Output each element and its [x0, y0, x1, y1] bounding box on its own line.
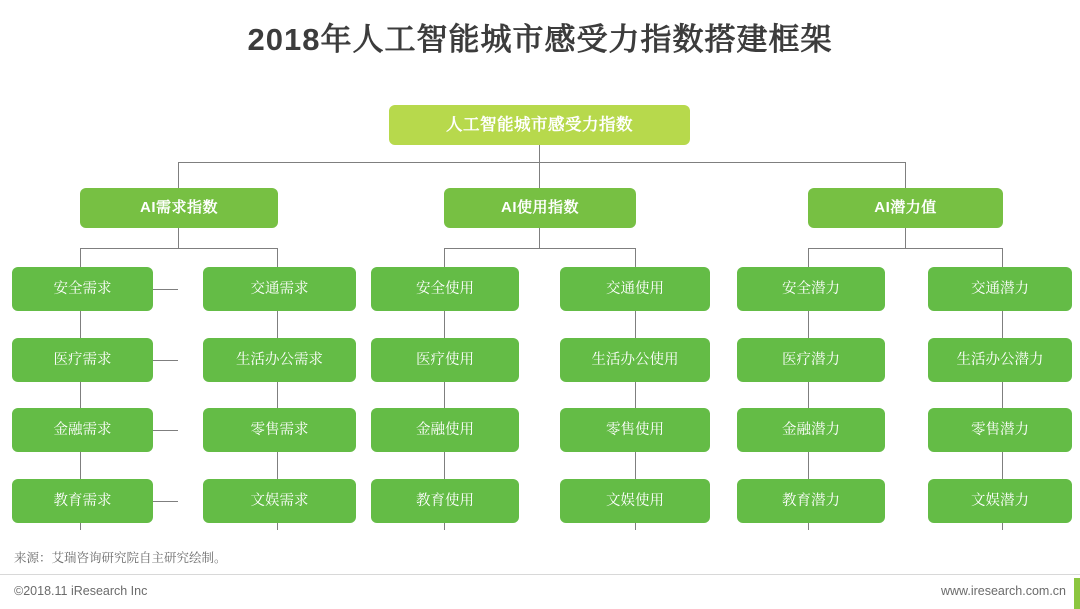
diagram-root-label: 人工智能城市感受力指数	[446, 115, 633, 134]
diagram-branch-node-2[interactable]	[444, 188, 636, 228]
diagram-leaf-node[interactable]	[737, 408, 885, 452]
diagram-leaf-node[interactable]	[560, 267, 710, 311]
diagram-leaf-node[interactable]	[928, 408, 1072, 452]
connector-branch2-stem	[539, 228, 540, 248]
connector-branch-bus	[178, 162, 906, 163]
diagram-leaf-node[interactable]	[371, 338, 519, 382]
diagram-leaf-label: 生活办公使用	[591, 351, 679, 368]
diagram-leaf-node[interactable]	[371, 408, 519, 452]
diagram-leaf-label: 交通使用	[606, 280, 664, 297]
diagram-branch-label: AI使用指数	[500, 199, 579, 217]
diagram-leaf-label: 文娱使用	[606, 492, 664, 509]
diagram-branch-label: AI需求指数	[139, 199, 218, 217]
diagram-leaf-label: 零售需求	[250, 421, 309, 438]
connector-branch3-stem	[905, 228, 906, 248]
diagram-leaf-node[interactable]	[203, 408, 356, 452]
diagram-leaf-node[interactable]	[560, 479, 710, 523]
diagram-leaf-node[interactable]	[203, 479, 356, 523]
diagram-leaf-label: 安全需求	[53, 280, 112, 297]
diagram-root-node[interactable]	[389, 105, 690, 145]
diagram-leaf-node[interactable]	[203, 338, 356, 382]
copyright-text: ©2018.11 iResearch Inc	[14, 584, 148, 598]
diagram-leaf-label: 医疗潜力	[782, 351, 840, 368]
source-note: 来源：艾瑞咨询研究院自主研究绘制。	[14, 551, 227, 565]
diagram-leaf-label: 文娱需求	[250, 492, 309, 509]
diagram-leaf-node[interactable]	[12, 267, 153, 311]
footer-accent-bar	[1074, 578, 1080, 609]
diagram-leaf-label: 教育使用	[416, 492, 474, 509]
footer-divider	[0, 574, 1080, 575]
diagram-leaf-node[interactable]	[928, 338, 1072, 382]
connector-branch2-bus	[444, 248, 635, 249]
connector-branch-drop-2	[539, 162, 540, 188]
diagram-leaf-label: 零售使用	[606, 421, 664, 438]
page-title: 2018年人工智能城市感受力指数搭建框架	[247, 22, 833, 57]
diagram-leaf-node[interactable]	[12, 408, 153, 452]
diagram-leaf-label: 教育需求	[53, 492, 112, 509]
connector-branch-drop-3	[905, 162, 906, 188]
diagram-leaf-node[interactable]	[737, 479, 885, 523]
diagram-leaf-label: 文娱潜力	[971, 492, 1029, 509]
diagram-leaf-label: 金融潜力	[782, 421, 840, 438]
diagram-leaf-label: 交通需求	[250, 280, 309, 297]
diagram-leaf-node[interactable]	[371, 479, 519, 523]
diagram-leaf-label: 金融需求	[53, 421, 112, 438]
diagram-leaf-node[interactable]	[560, 408, 710, 452]
diagram-leaf-label: 安全使用	[416, 280, 474, 297]
diagram-canvas	[0, 80, 1080, 540]
website-text: www.iresearch.com.cn	[940, 584, 1066, 598]
diagram-leaf-label: 医疗需求	[53, 351, 112, 368]
connector-branch-drop-1	[178, 162, 179, 188]
diagram-leaf-label: 教育潜力	[782, 492, 840, 509]
diagram-leaf-label: 生活办公潜力	[956, 351, 1044, 368]
diagram-leaf-node[interactable]	[560, 338, 710, 382]
diagram-leaf-label: 安全潜力	[782, 280, 840, 297]
connector-branch1-bus	[80, 248, 277, 249]
diagram-leaf-label: 医疗使用	[416, 351, 474, 368]
diagram-leaf-node[interactable]	[12, 479, 153, 523]
connector-row-stub	[153, 501, 178, 502]
diagram-leaf-label: 交通潜力	[971, 280, 1029, 297]
diagram-leaf-label: 金融使用	[416, 421, 474, 438]
diagram-branch-node-1[interactable]	[80, 188, 278, 228]
diagram-leaf-label: 生活办公需求	[236, 351, 323, 368]
diagram-leaf-node[interactable]	[203, 267, 356, 311]
connector-branch1-stem	[178, 228, 179, 248]
diagram-leaf-node[interactable]	[371, 267, 519, 311]
connector-row-stub	[153, 360, 178, 361]
diagram-leaf-node[interactable]	[928, 479, 1072, 523]
connector-root-stem	[539, 145, 540, 162]
diagram-leaf-label: 零售潜力	[971, 421, 1029, 438]
diagram-leaf-node[interactable]	[928, 267, 1072, 311]
connector-row-stub	[153, 430, 178, 431]
diagram-leaf-node[interactable]	[12, 338, 153, 382]
diagram-branch-node-3[interactable]	[808, 188, 1003, 228]
connector-row-stub	[153, 289, 178, 290]
diagram-branch-label: AI潜力值	[874, 199, 937, 217]
diagram-leaf-node[interactable]	[737, 267, 885, 311]
diagram-leaf-node[interactable]	[737, 338, 885, 382]
connector-branch3-bus	[808, 248, 1002, 249]
